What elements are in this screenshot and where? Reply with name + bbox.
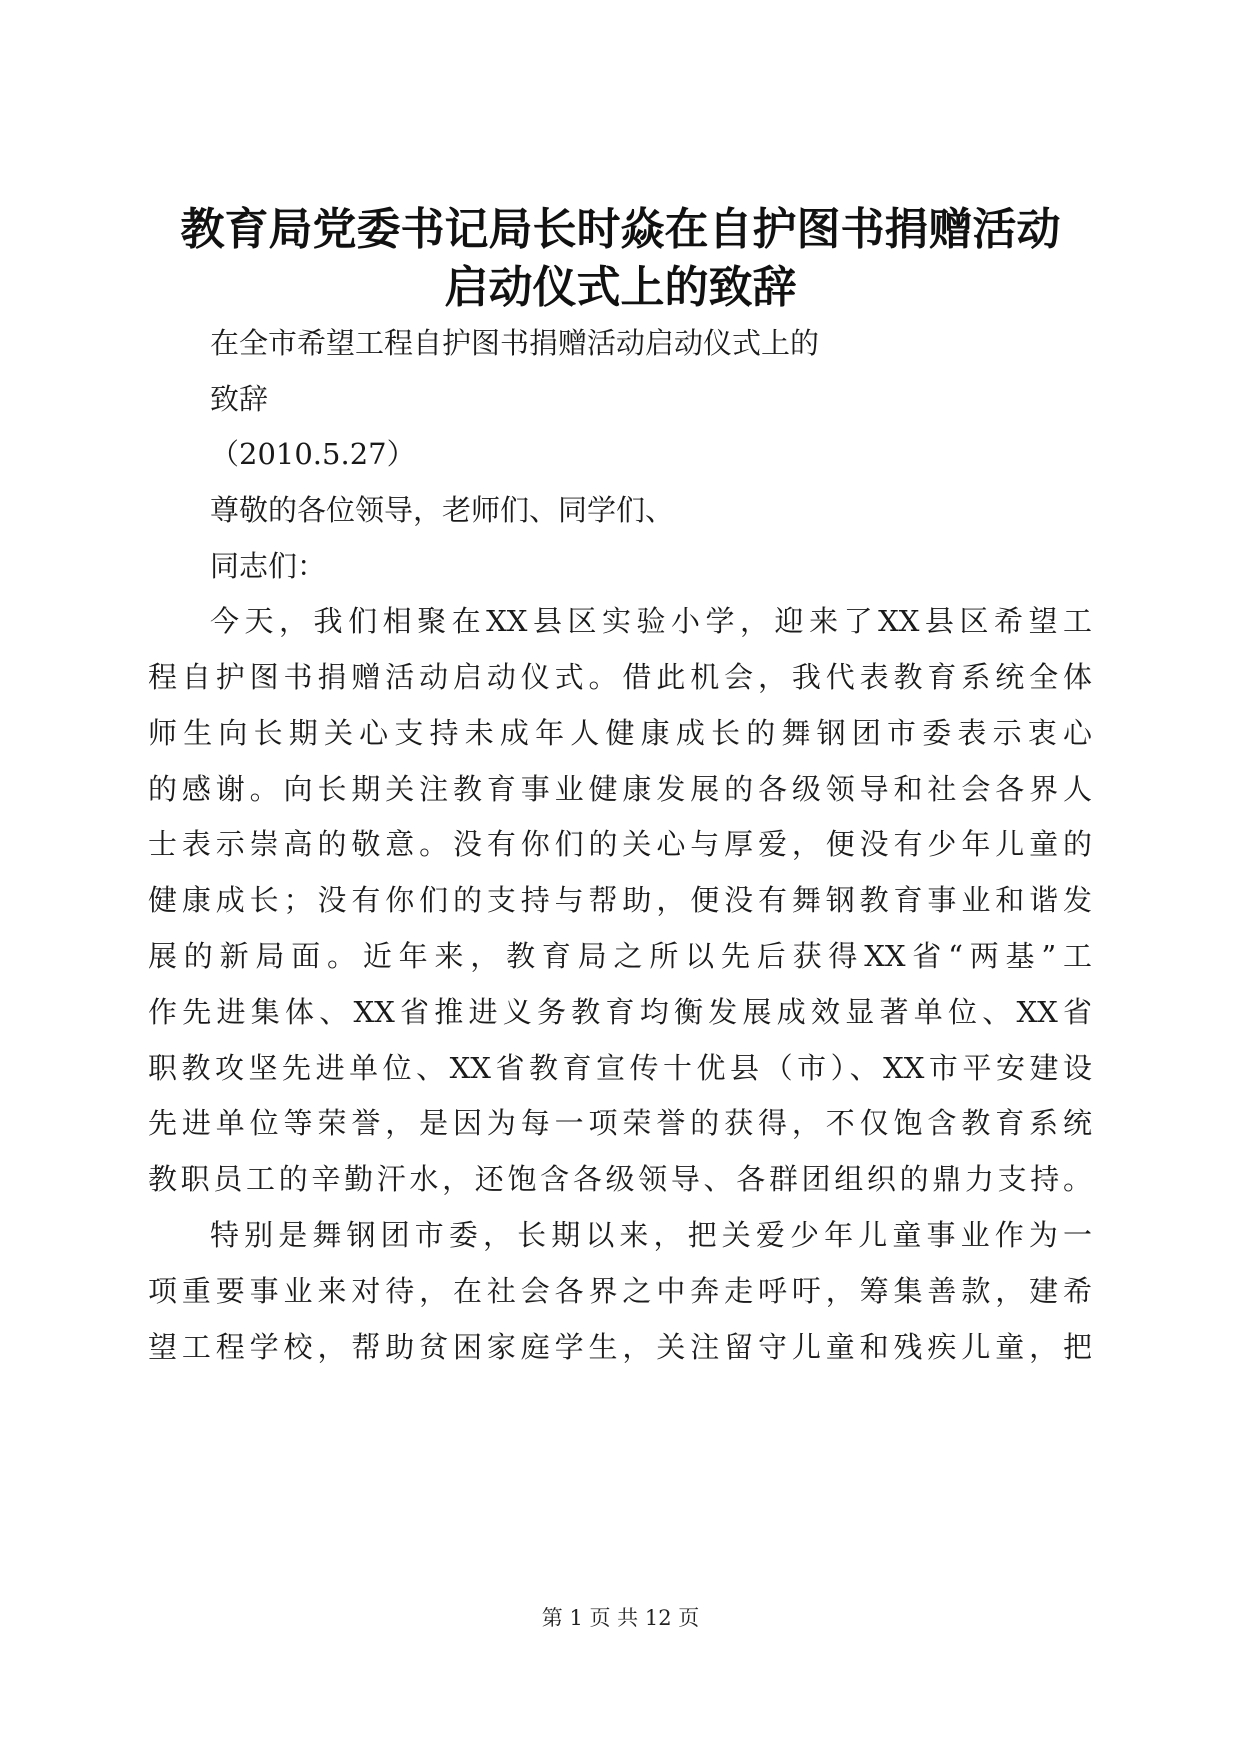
paragraph-line: 师生向长期关心支持未成年人健康成长的舞钢团市委表示衷心	[148, 716, 1092, 750]
salutation-line: 同志们：	[210, 549, 327, 583]
heading-line: 在全市希望工程自护图书捐赠活动启动仪式上的	[210, 326, 820, 360]
page-number-footer: 第 1 页 共 12 页	[541, 1606, 700, 1630]
paragraph-line: 展的新局面。近年来，教育局之所以先后获得XX省“两基”工	[148, 939, 1092, 973]
paragraph-line: 程自护图书捐赠活动启动仪式。借此机会，我代表教育系统全体	[148, 660, 1092, 694]
paragraph-line: 的感谢。向长期关注教育事业健康发展的各级领导和社会各界人	[148, 772, 1092, 806]
paragraph-line: 作先进集体、XX省推进义务教育均衡发展成效显著单位、XX省	[148, 995, 1092, 1029]
document-title-line-2: 启动仪式上的致辞	[444, 262, 797, 313]
paragraph-line: 教职员工的辛勤汗水，还饱含各级领导、各群团组织的鼎力支持。	[148, 1162, 1092, 1196]
paragraph-line: 今天，我们相聚在XX县区实验小学，迎来了XX县区希望工	[210, 604, 1092, 638]
paragraph-line: 健康成长；没有你们的支持与帮助，便没有舞钢教育事业和谐发	[148, 883, 1092, 917]
document-title-line-1: 教育局党委书记局长时焱在自护图书捐赠活动	[180, 204, 1061, 255]
date-line: （2010.5.27）	[210, 437, 416, 471]
paragraph-line: 士表示崇高的敬意。没有你们的关心与厚爱，便没有少年儿童的	[148, 827, 1092, 861]
paragraph-line: 望工程学校，帮助贫困家庭学生，关注留守儿童和残疾儿童，把	[148, 1330, 1092, 1364]
heading-line: 致辞	[210, 382, 269, 416]
salutation-line: 尊敬的各位领导，老师们、同学们、	[210, 493, 675, 527]
paragraph-line: 特别是舞钢团市委，长期以来，把关爱少年儿童事业作为一	[210, 1218, 1092, 1252]
paragraph-line: 项重要事业来对待，在社会各界之中奔走呼吁，筹集善款，建希	[148, 1274, 1092, 1308]
paragraph-line: 先进单位等荣誉，是因为每一项荣誉的获得，不仅饱含教育系统	[148, 1106, 1092, 1140]
paragraph-line: 职教攻坚先进单位、XX省教育宣传十优县（市）、XX市平安建设	[148, 1051, 1092, 1085]
